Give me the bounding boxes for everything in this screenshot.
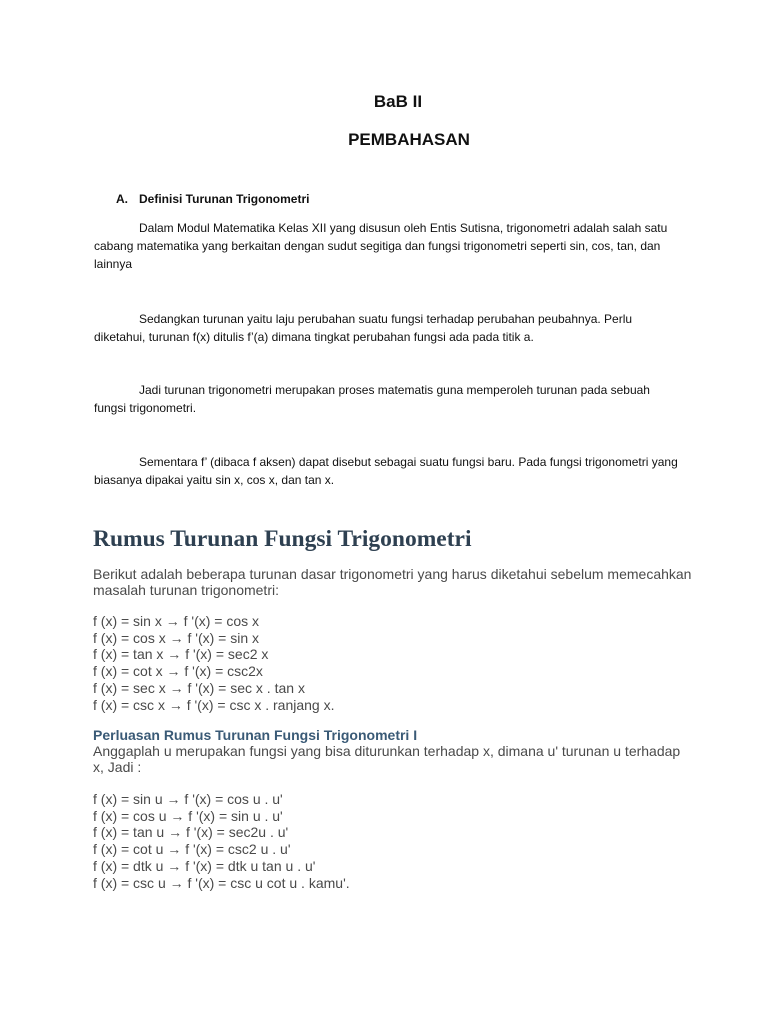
formula-item: f (x) = tan u → f '(x) = sec2u . u' [93, 824, 289, 841]
paragraph: Sementara f’ (dibaca f aksen) dapat disebut sebagai suatu fungsi baru. Pada fungsi trigonometri yang biasanya dipakai yaitu sin x, cos x, dan tan x. [94, 455, 678, 487]
formula-item: f (x) = dtk u → f '(x) = dtk u tan u . u' [93, 857, 316, 874]
perluasan-title: Perluasan Rumus Turunan Fungsi Trigonometri I [93, 727, 418, 743]
formula-item: f (x) = csc u → f '(x) = csc u cot u . kamu'. [93, 874, 350, 891]
formula-item: f (x) = sin u → f '(x) = cos u . u' [93, 791, 283, 807]
chapter-title: PEMBAHASAN [348, 130, 470, 149]
formula-item: f (x) = cot x → f '(x) = csc2x [93, 663, 263, 680]
section-letter: A. [116, 192, 128, 206]
section-heading-text: Definisi Turunan Trigonometri [139, 192, 310, 206]
chapter-heading: BaB II [373, 92, 423, 111]
perluasan-formula-list [93, 791, 693, 891]
section-heading [116, 192, 309, 206]
formula-item: f (x) = sin x → f '(x) = cos x [93, 613, 260, 629]
rumus-intro: Berikut adalah beberapa turunan dasar trigonometri yang harus diketahui sebelum memecahkan masalah turunan trigonometri: [93, 566, 692, 598]
formula-item: f (x) = csc x → f '(x) = csc x . ranjang x. [93, 696, 335, 713]
paragraph: Dalam Modul Matematika Kelas XII yang disusun oleh Entis Sutisna, trigonometri adalah salah satu cabang matematika yang berkaitan dengan sudut segitiga dan fungsi trigonometri seperti sin, cos, tan, dan lainnya [94, 221, 668, 271]
rumus-title: Rumus Turunan Fungsi Trigonometri [93, 526, 472, 552]
formula-item: f (x) = sec x → f '(x) = sec x . tan x [93, 679, 305, 696]
rumus-formula-list [93, 613, 693, 713]
formula-item: f (x) = cos u → f '(x) = sin u . u' [93, 807, 283, 824]
formula-item: f (x) = cot u → f '(x) = csc2 u . u' [93, 841, 291, 858]
perluasan-intro: Anggaplah u merupakan fungsi yang bisa diturunkan terhadap x, dimana u' turunan u terhadap x, Jadi : [93, 743, 681, 775]
paragraph: Sedangkan turunan yaitu laju perubahan suatu fungsi terhadap perubahan peubahnya. Perlu diketahui, turunan f(x) ditulis f’(a) dimana tingkat perubahan fungsi ada pada titik a. [94, 312, 633, 344]
formula-item: f (x) = cos x → f '(x) = sin x [93, 629, 260, 646]
paragraph: Jadi turunan trigonometri merupakan proses matematis guna memperoleh turunan pada sebuah fungsi trigonometri. [94, 383, 650, 415]
formula-item: f (x) = tan x → f '(x) = sec2 x [93, 646, 269, 663]
